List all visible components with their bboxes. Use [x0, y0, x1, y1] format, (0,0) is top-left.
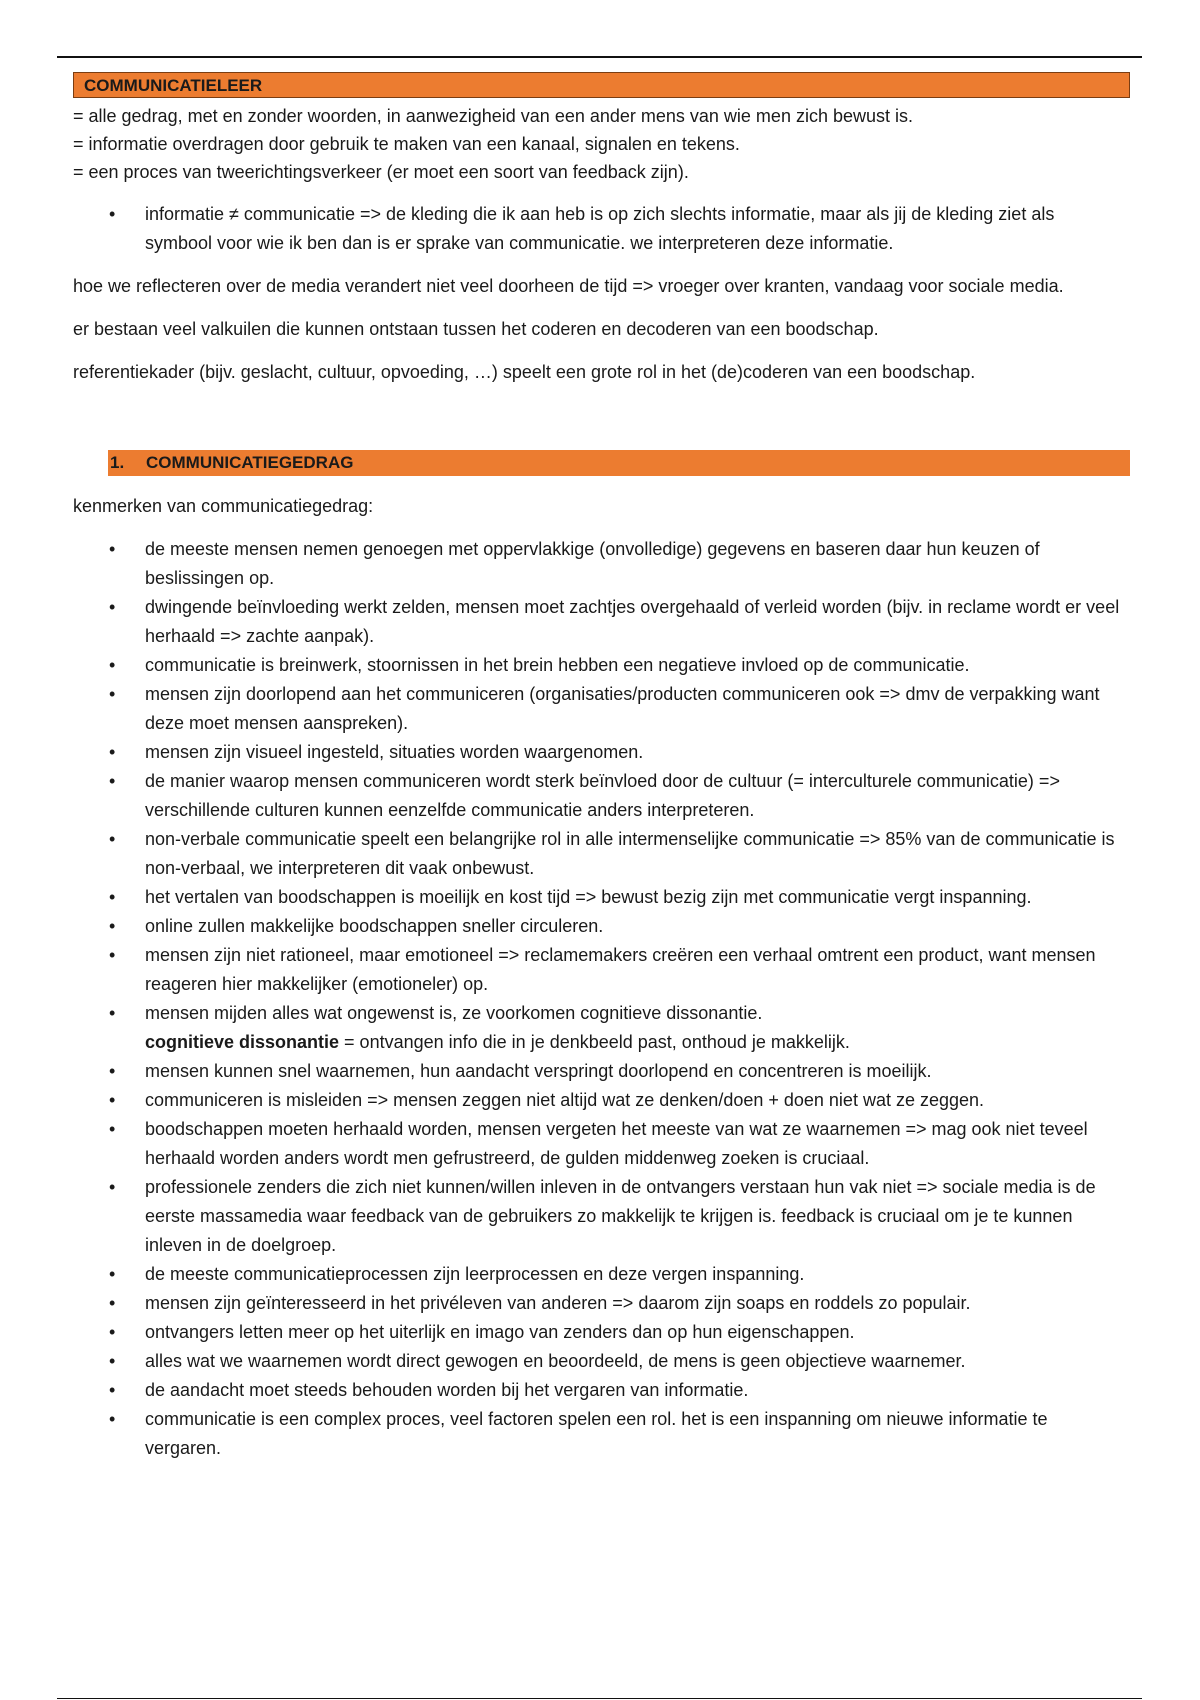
list-item [73, 1086, 1123, 1115]
list-item [73, 883, 1123, 912]
section-number: 1. [110, 453, 125, 472]
bullet-icon: • [109, 1380, 116, 1400]
term-definition: = ontvangen info die in je denkbeeld past, onthoud je makkelijk. [339, 1032, 850, 1052]
section-heading [108, 450, 1130, 476]
list-item [73, 912, 1123, 941]
list-item-text: mensen mijden alles wat ongewenst is, ze voorkomen cognitieve dissonantie. [145, 1003, 763, 1023]
bullet-icon: • [109, 1264, 116, 1284]
characteristics-list [73, 535, 1133, 1463]
list-item-text: ontvangers letten meer op het uiterlijk en imago van zenders dan op hun eigenschappen. [145, 1322, 855, 1342]
list-item-text: de meeste mensen nemen genoegen met oppervlakkige (onvolledige) gegevens en baseren daar hun keuzen of beslissingen op. [145, 539, 1040, 588]
bullet-icon: • [109, 1003, 116, 1023]
bullet-icon: • [109, 742, 116, 762]
list-item-text: de meeste communicatieprocessen zijn leerprocessen en deze vergen inspanning. [145, 1264, 805, 1284]
definition-line: = een proces van tweerichtingsverkeer (er moet een soort van feedback zijn). [73, 162, 689, 182]
list-item [73, 1347, 1123, 1376]
term-cognitive-dissonance: cognitieve dissonantie [145, 1032, 340, 1052]
page-title: COMMUNICATIELEER [73, 72, 1130, 98]
list-item-text: non-verbale communicatie speelt een belangrijke rol in alle intermenselijke communicatie => 85% van de communicatie is non-verbaal, we interpreteren dit vaak onbewust. [145, 829, 1115, 878]
definition-line: = informatie overdragen door gebruik te maken van een kanaal, signalen en tekens. [73, 134, 740, 154]
list-item [73, 651, 1123, 680]
list-item-text: mensen zijn niet rationeel, maar emotioneel => reclamemakers creëren een verhaal omtrent een product, want mensen reageren hier makkelijker (emotioneler) op. [145, 945, 1096, 994]
list-item [73, 738, 1123, 767]
bullet-icon: • [109, 916, 116, 936]
list-item-text: informatie ≠ communicatie => de kleding die ik aan heb is op zich slechts informatie, maar als jij de kleding ziet als symbool voor wie ik ben dan is er sprake van communicatie. we interpreteren deze informatie. [145, 204, 1055, 253]
list-item-text: professionele zenders die zich niet kunnen/willen inleven in de ontvangers verstaan hun vak niet => sociale media is de eerste massamedia waar feedback van de gebruikers zo makkelijk te krijgen is. feedback is cruciaal om je te kunnen inleven in de doelgroep. [145, 1177, 1096, 1255]
list-item-text: mensen zijn doorlopend aan het communiceren (organisaties/producten communiceren ook => dmv de verpakking want deze moet mensen aanspreken). [145, 684, 1100, 733]
bullet-icon: • [109, 597, 116, 617]
list-item [73, 1057, 1123, 1086]
bullet-icon: • [109, 539, 116, 559]
list-item [73, 941, 1123, 999]
bullet-icon: • [109, 771, 116, 791]
list-item [73, 1376, 1123, 1405]
list-item-text: mensen zijn geïnteresseerd in het privéleven van anderen => daarom zijn soaps en roddels zo populair. [145, 1293, 971, 1313]
definitions [73, 102, 1133, 186]
list-item-text: dwingende beïnvloeding werkt zelden, mensen moet zachtjes overgehaald of verleid worden (bijv. in reclame wordt er veel herhaald => zachte aanpak). [145, 597, 1120, 646]
top-rule [57, 56, 1142, 58]
bullet-icon: • [109, 1119, 116, 1139]
section-title: COMMUNICATIEGEDRAG [146, 453, 354, 472]
list-item-text: boodschappen moeten herhaald worden, mensen vergeten het meeste van wat ze waarnemen => mag ook niet teveel herhaald worden anders wordt men gefrustreerd, de gulden middenweg zoeken is cruciaal. [145, 1119, 1088, 1168]
list-item [73, 1289, 1123, 1318]
list-item [73, 999, 1123, 1057]
list-item-text: communiceren is misleiden => mensen zeggen niet altijd wat ze denken/doen + doen niet wat ze zeggen. [145, 1090, 985, 1110]
list-item [73, 1115, 1123, 1173]
list-item [73, 1318, 1123, 1347]
list-item [73, 593, 1123, 651]
list-item [73, 1405, 1123, 1463]
bullet-icon: • [109, 1293, 116, 1313]
bullet-icon: • [109, 1061, 116, 1081]
bullet-icon: • [109, 829, 116, 849]
list-item-text: mensen zijn visueel ingesteld, situaties worden waargenomen. [145, 742, 644, 762]
list-item-text: communicatie is een complex proces, veel factoren spelen een rol. het is een inspanning om nieuwe informatie te vergaren. [145, 1409, 1048, 1458]
bullet-icon: • [109, 887, 116, 907]
bottom-rule [57, 1698, 1142, 1699]
bullet-icon: • [109, 684, 116, 704]
section-intro: kenmerken van communicatiegedrag: [73, 496, 374, 516]
paragraph: er bestaan veel valkuilen die kunnen ontstaan tussen het coderen en decoderen van een boodschap. [73, 319, 879, 339]
list-item [73, 1173, 1123, 1260]
bullet-icon: • [109, 1090, 116, 1110]
list-item-text: mensen kunnen snel waarnemen, hun aandacht verspringt doorlopend en concentreren is moeilijk. [145, 1061, 932, 1081]
list-item [73, 535, 1123, 593]
intro-bullet-list [73, 200, 1133, 258]
list-item [73, 680, 1123, 738]
list-item-text: het vertalen van boodschappen is moeilijk en kost tijd => bewust bezig zijn met communicatie vergt inspanning. [145, 887, 1032, 907]
list-item-text: de manier waarop mensen communiceren wordt sterk beïnvloed door de cultuur (= interculturele communicatie) => verschillende culturen kunnen eenzelfde communicatie anders interpreteren. [145, 771, 1060, 820]
list-item-text: alles wat we waarnemen wordt direct gewogen en beoordeeld, de mens is geen objectieve waarnemer. [145, 1351, 966, 1371]
bullet-icon: • [109, 204, 116, 224]
document-page [73, 72, 1133, 1463]
list-item [73, 200, 1123, 258]
list-item-text: online zullen makkelijke boodschappen sneller circuleren. [145, 916, 604, 936]
bullet-icon: • [109, 945, 116, 965]
bullet-icon: • [109, 1322, 116, 1342]
list-item [73, 1260, 1123, 1289]
bullet-icon: • [109, 1177, 116, 1197]
paragraph: referentiekader (bijv. geslacht, cultuur, opvoeding, …) speelt een grote rol in het (de)coderen van een boodschap. [73, 362, 976, 382]
paragraph: hoe we reflecteren over de media verandert niet veel doorheen de tijd => vroeger over kranten, vandaag voor sociale media. [73, 276, 1064, 296]
list-item-text: de aandacht moet steeds behouden worden bij het vergaren van informatie. [145, 1380, 749, 1400]
bullet-icon: • [109, 1409, 116, 1429]
definition-line: = alle gedrag, met en zonder woorden, in aanwezigheid van een ander mens van wie men zich bewust is. [73, 106, 913, 126]
list-item [73, 767, 1123, 825]
bullet-icon: • [109, 1351, 116, 1371]
list-item-text: communicatie is breinwerk, stoornissen in het brein hebben een negatieve invloed op de communicatie. [145, 655, 970, 675]
bullet-icon: • [109, 655, 116, 675]
list-item [73, 825, 1123, 883]
